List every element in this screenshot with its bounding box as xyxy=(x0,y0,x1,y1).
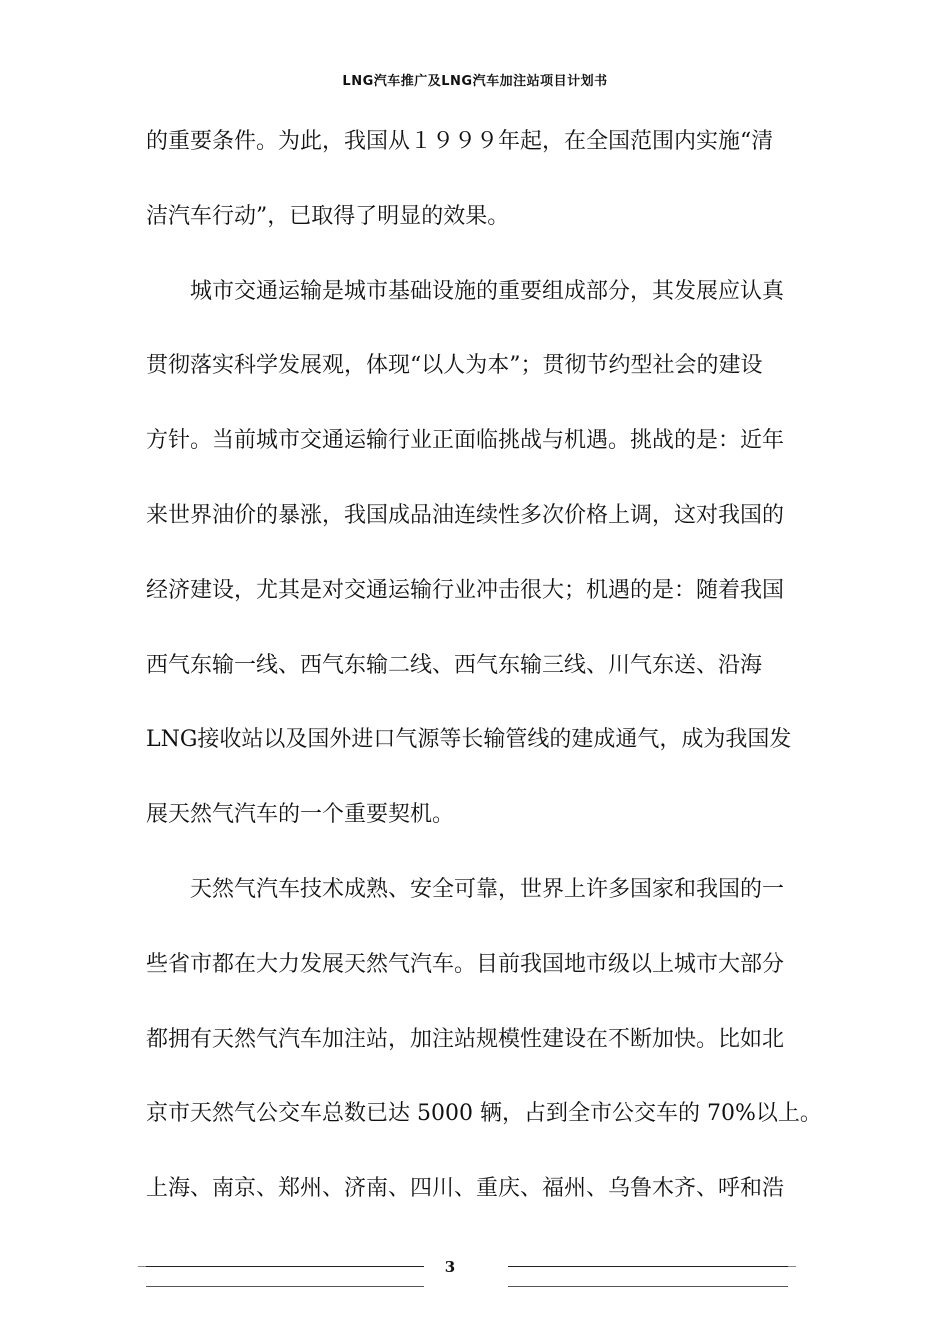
footer-rule-left-bottom xyxy=(146,1286,424,1287)
text-line: 贯彻落实科学发展观，体现“以人为本”；贯彻节约型社会的建设 xyxy=(146,353,763,379)
text-line: 来世界油价的暴涨，我国成品油连续性多次价格上调，这对我国的 xyxy=(146,502,785,528)
footer-rule-right-top xyxy=(508,1266,788,1267)
paragraph-start-line: 城市交通运输是城市基础设施的重要组成部分，其发展应认真 xyxy=(190,278,785,304)
text-line: LNG接收站以及国外进口气源等长输管线的建成通气，成为我国发 xyxy=(146,727,792,753)
running-header: LNG汽车推广及LNG汽车加注站项目计划书 xyxy=(342,74,608,89)
text-line: 西气东输一线、西气东输二线、西气东输三线、川气东送、沿海 xyxy=(146,652,763,678)
footer-rule-right-bottom xyxy=(508,1286,788,1287)
text-line: 上海、南京、郑州、济南、四川、重庆、福州、乌鲁木齐、呼和浩 xyxy=(146,1176,785,1202)
footer-rule-left-mark xyxy=(138,1266,146,1267)
text-line: 些省市都在大力发展天然气汽车。目前我国地市级以上城市大部分 xyxy=(146,951,785,977)
text-line: 都拥有天然气汽车加注站，加注站规模性建设在不断加快。比如北 xyxy=(146,1026,785,1052)
paragraph-start-line: 天然气汽车技术成熟、安全可靠，世界上许多国家和我国的一 xyxy=(190,876,785,902)
body-text xyxy=(146,112,822,1234)
page-number: 3 xyxy=(444,1258,456,1276)
footer-rule-right-mark xyxy=(788,1266,796,1267)
footer-rule-left-top xyxy=(146,1266,424,1267)
text-line: 经济建设，尤其是对交通运输行业冲击很大；机遇的是：随着我国 xyxy=(146,577,785,603)
text-line: 的重要条件。为此，我国从１９９９年起，在全国范围内实施“清 xyxy=(146,129,774,154)
text-line: 京市天然气公交车总数已达 5000 辆，占到全市公交车的 70%以上。 xyxy=(146,1101,822,1127)
text-line: 洁汽车行动”，已取得了明显的效果。 xyxy=(146,203,510,229)
text-line: 方针。当前城市交通运输行业正面临挑战与机遇。挑战的是：近年 xyxy=(146,428,785,454)
text-line: 展天然气汽车的一个重要契机。 xyxy=(146,802,455,828)
